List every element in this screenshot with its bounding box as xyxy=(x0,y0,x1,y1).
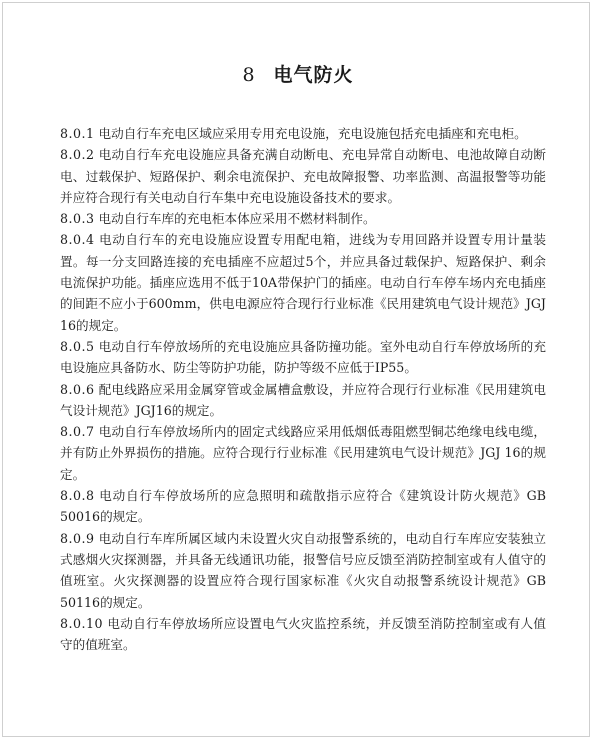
clause-8-0-5 xyxy=(60,336,546,379)
clause-number: 8.0.7 xyxy=(60,424,95,440)
clause-text: 电动自行车库的充电柜本体应采用不燃材料制作。 xyxy=(98,211,376,227)
clause-list xyxy=(60,123,546,655)
clause-8-0-10 xyxy=(60,613,546,656)
clause-8-0-6 xyxy=(60,379,546,422)
clause-number: 8.0.4 xyxy=(60,232,95,248)
clause-8-0-8 xyxy=(60,485,546,528)
clause-text: 电动自行车停放场所的应急照明和疏散指示应符合《建筑设计防火规范》GB 50016的规定。 xyxy=(60,488,546,525)
clause-8-0-7 xyxy=(60,421,546,485)
clause-number: 8.0.10 xyxy=(60,615,104,631)
section-title: 电气防火 xyxy=(273,64,354,86)
clause-text: 电动自行车停放场所内的固定式线路应采用低烟低毒阻燃型铜芯绝缘电线电缆，并有防止外界损伤的措施。应符合现行行业标准《民用建筑电气设计规范》JGJ 16的规定。 xyxy=(60,424,546,482)
clause-8-0-1 xyxy=(60,123,546,144)
section-heading xyxy=(0,60,596,87)
clause-text: 电动自行车停放场所应设置电气火灾监控系统，并反馈至消防控制室或有人值守的值班室。 xyxy=(60,615,546,653)
clause-text: 电动自行车的充电设施应设置专用配电箱，进线为专用回路并设置专用计量装置。每一分支回路连接的充电插座不应超过5个，并应具备过载保护、短路保护、剩余电流保护功能。插座应选用不低于10A带保护门的插座。电动自行车停车场内充电插座的间距不应小于600mm，供电电源应符合现行行业标准《民用建筑电气设计规范》JGJ 16的规定。 xyxy=(60,232,546,333)
clause-8-0-3 xyxy=(60,208,546,229)
clause-text: 电动自行车充电设施应具备充满自动断电、充电异常自动断电、电池故障自动断电、过载保护、短路保护、剩余电流保护、充电故障报警、功率监测、高温报警等功能并应符合现行有关电动自行车集中充电设施设备技术的要求。 xyxy=(60,147,546,205)
clause-number: 8.0.5 xyxy=(60,338,95,354)
clause-8-0-9 xyxy=(60,528,546,613)
section-number: 8 xyxy=(242,64,256,86)
clause-text: 电动自行车停放场所的充电设施应具备防撞功能。室外电动自行车停放场所的充电设施应具备防水、防尘等防护功能，防护等级不应低于IP55。 xyxy=(60,338,546,376)
clause-8-0-4 xyxy=(60,229,546,335)
clause-text: 电动自行车充电区域应采用专用充电设施，充电设施包括充电插座和充电柜。 xyxy=(98,126,527,141)
clause-number: 8.0.8 xyxy=(60,488,95,504)
clause-number: 8.0.9 xyxy=(60,530,95,546)
clause-8-0-2 xyxy=(60,144,546,208)
clause-number: 8.0.6 xyxy=(60,381,95,397)
clause-number: 8.0.3 xyxy=(60,211,95,227)
clause-text: 配电线路应采用金属穿管或金属槽盒敷设，并应符合现行行业标准《民用建筑电气设计规范》JGJ16的规定。 xyxy=(60,381,546,418)
clause-number: 8.0.2 xyxy=(60,147,95,163)
clause-number: 8.0.1 xyxy=(60,126,95,141)
clause-text: 电动自行车库所属区域内未设置火灾自动报警系统的，电动自行车库应安装独立式感烟火灾探测器，并具备无线通讯功能，报警信号应反馈至消防控制室或有人值守的值班室。火灾探测器的设置应符合现行国家标准《火灾自动报警系统设计规范》GB 50116的规定。 xyxy=(60,530,546,610)
